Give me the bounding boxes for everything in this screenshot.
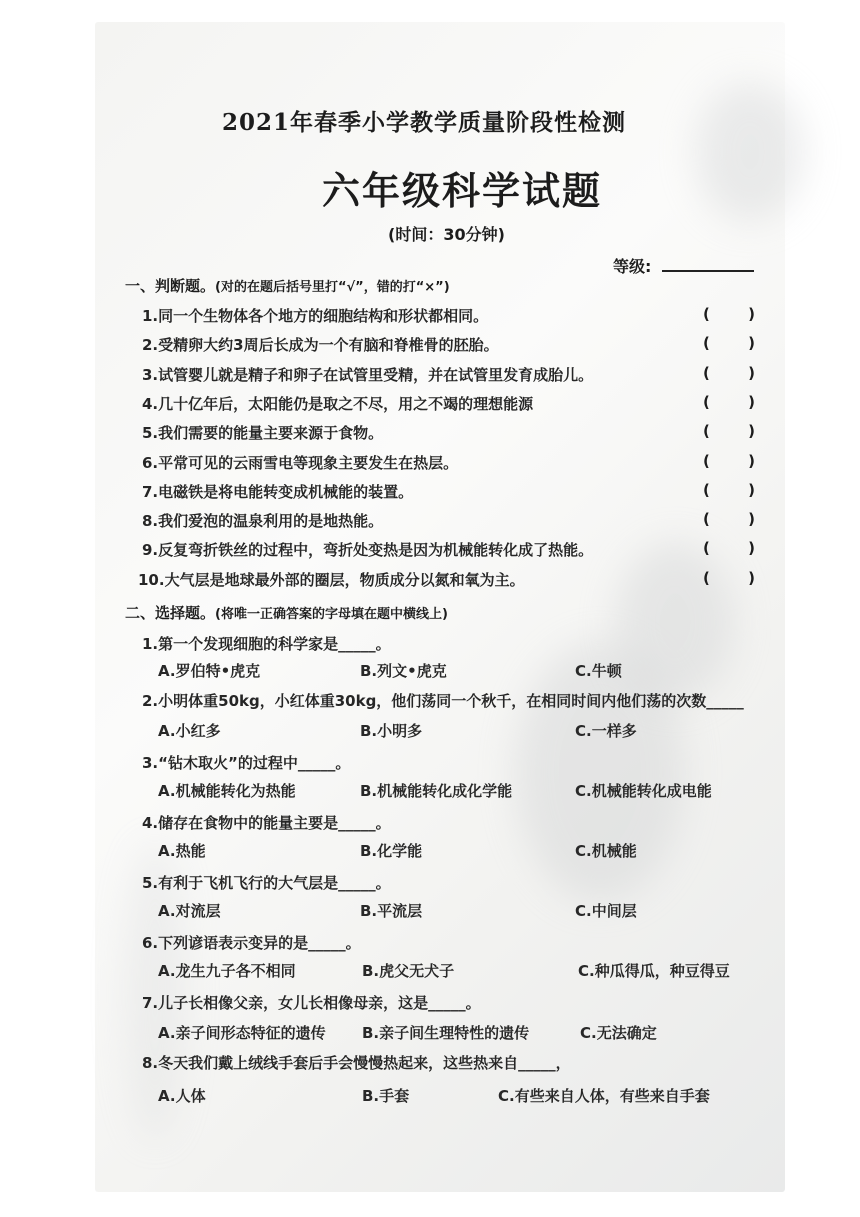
paren-open: ( [703,422,710,440]
paren-close: ) [748,539,755,557]
mc-option-a: A.小红多 [158,722,221,740]
paren-open: ( [703,481,710,499]
exam-header: 2021年春季小学教学质量阶段性检测 [222,109,627,136]
mc-option-b: B.手套 [362,1087,410,1105]
mc-question: 3.“钻木取火”的过程中_____。 [142,754,351,772]
mc-option-b: B.列文•虎克 [360,662,447,680]
section-2-heading [125,602,448,623]
tf-question: 6.平常可见的云雨雪电等现象主要发生在热层。 [142,454,459,472]
tf-question: 1.同一个生物体各个地方的细胞结构和形状都相同。 [142,307,489,325]
mc-question: 5.有利于飞机飞行的大气层是_____。 [142,874,391,892]
tf-question: 2.受精卵大约3周后长成为一个有脑和脊椎骨的胚胎。 [142,336,499,354]
mc-option-a: A.热能 [158,842,206,860]
mc-option-b: B.小明多 [360,722,423,740]
mc-option-b: B.平流层 [360,902,423,920]
mc-question: 1.第一个发现细胞的科学家是_____。 [142,635,391,653]
answer-paren[interactable] [703,569,755,587]
answer-paren[interactable] [703,422,755,440]
answer-paren[interactable] [703,393,755,411]
paren-open: ( [703,393,710,411]
paren-open: ( [703,305,710,323]
mc-option-c: C.有些来自人体，有些来自手套 [498,1087,710,1105]
paren-close: ) [748,334,755,352]
mc-option-c: C.机械能 [575,842,637,860]
mc-option-c: C.机械能转化成电能 [575,782,712,800]
mc-option-a: A.对流层 [158,902,221,920]
mc-question: 7.儿子长相像父亲，女儿长相像母亲，这是_____。 [142,994,481,1012]
paren-open: ( [703,334,710,352]
paren-close: ) [748,452,755,470]
mc-option-b: B.化学能 [360,842,423,860]
mc-option-c: C.无法确定 [580,1024,657,1042]
paren-open: ( [703,569,710,587]
paren-close: ) [748,422,755,440]
mc-question: 4.储存在食物中的能量主要是_____。 [142,814,391,832]
paren-close: ) [748,393,755,411]
mc-question: 2.小明体重50kg，小红体重30kg，他们荡同一个秋千，在相同时间内他们荡的次数_____ [142,692,744,710]
exam-title: 六年级科学试题 [322,168,603,213]
tf-question: 8.我们爱泡的温泉利用的是地热能。 [142,512,384,530]
mc-question: 6.下列谚语表示变异的是_____。 [142,934,361,952]
mc-option-b: B.亲子间生理特性的遗传 [362,1024,530,1042]
mc-option-b: B.机械能转化成化学能 [360,782,513,800]
paren-close: ) [748,305,755,323]
mc-option-a: A.亲子间形态特征的遗传 [158,1024,326,1042]
mc-option-c: C.中间层 [575,902,637,920]
mc-option-c: C.种瓜得瓜，种豆得豆 [578,962,730,980]
tf-question: 4.几十亿年后，太阳能仍是取之不尽，用之不竭的理想能源 [142,395,534,413]
section-1-heading [125,275,450,296]
answer-paren[interactable] [703,539,755,557]
answer-paren[interactable] [703,305,755,323]
answer-paren[interactable] [703,334,755,352]
mc-option-c: C.牛顿 [575,662,622,680]
paren-close: ) [748,481,755,499]
mc-option-c: C.一样多 [575,722,637,740]
paren-close: ) [748,364,755,382]
answer-paren[interactable] [703,510,755,528]
grade-blank [662,270,754,272]
paren-close: ) [748,510,755,528]
paren-open: ( [703,510,710,528]
paren-close: ) [748,569,755,587]
answer-paren[interactable] [703,452,755,470]
mc-question: 8.冬天我们戴上绒线手套后手会慢慢热起来，这些热来自_____， [142,1054,571,1072]
section-2-title: 二、选择题。 [125,604,216,622]
exam-time: (时间：30分钟) [388,225,505,244]
tf-question: 3.试管婴儿就是精子和卵子在试管里受精，并在试管里发育成胎儿。 [142,366,594,384]
tf-question: 10.大气层是地球最外部的圈层，物质成分以氮和氧为主。 [138,571,525,589]
answer-paren[interactable] [703,364,755,382]
section-2-note: (将唯一正确答案的字母填在题中横线上) [215,607,448,622]
tf-question: 9.反复弯折铁丝的过程中，弯折处变热是因为机械能转化成了热能。 [142,541,594,559]
tf-question: 7.电磁铁是将电能转变成机械能的装置。 [142,483,414,501]
section-1-note: (对的在题后括号里打“√”，错的打“×”) [215,280,450,295]
grade-label: 等级: [613,257,652,276]
answer-paren[interactable] [703,481,755,499]
mc-option-a: A.人体 [158,1087,206,1105]
paren-open: ( [703,452,710,470]
mc-option-b: B.虎父无犬子 [362,962,455,980]
paren-open: ( [703,539,710,557]
mc-option-a: A.龙生九子各不相同 [158,962,296,980]
paren-open: ( [703,364,710,382]
section-1-title: 一、判断题。 [125,277,216,295]
mc-option-a: A.机械能转化为热能 [158,782,296,800]
mc-option-a: A.罗伯特•虎克 [158,662,261,680]
tf-question: 5.我们需要的能量主要来源于食物。 [142,424,384,442]
